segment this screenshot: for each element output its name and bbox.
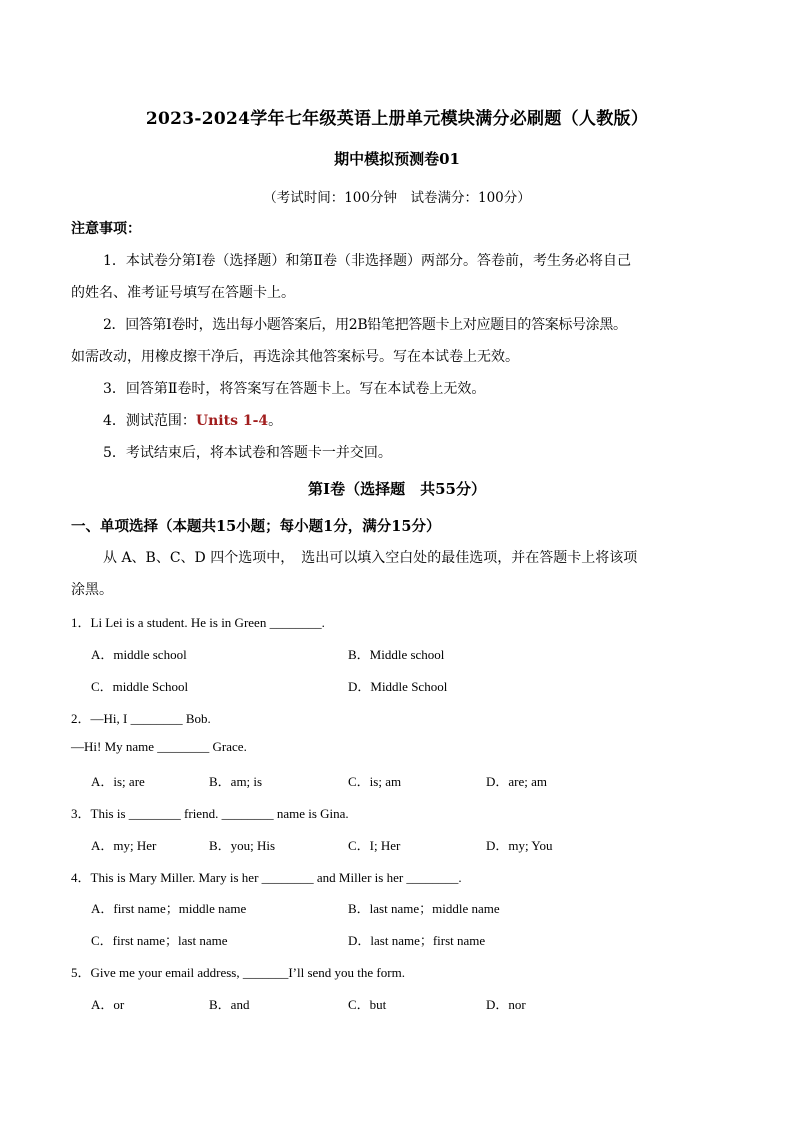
question-3-option-c: C．I; Her	[348, 838, 401, 853]
question-2-option-d: D．are; am	[486, 774, 548, 789]
question-5-option-c: C．but	[348, 997, 387, 1012]
page-title: 2023-2024学年七年级英语上册单元模块满分必刷题（人教版）	[145, 109, 649, 129]
question-1-option-c: C．middle School	[91, 679, 189, 694]
notice-item-1-cont: 的姓名、准考证号填写在答题卡上。	[71, 285, 295, 301]
notice-item-4-suffix: 。	[268, 413, 283, 429]
test-range: Units 1-4	[195, 413, 269, 429]
notice-item-2-cont: 如需改动，用橡皮擦干净后，再选涂其他答案标号。写在本试卷上无效。	[71, 349, 519, 365]
question-1-option-a: A．middle school	[91, 647, 187, 662]
question-4-option-a: A．first name；middle name	[91, 901, 247, 916]
question-5-option-d: D．nor	[486, 997, 526, 1012]
question-4-stem: 4．This is Mary Miller. Mary is her ________ and Miller is her ________.	[71, 870, 462, 885]
notice-item-3: 3．回答第Ⅱ卷时，将答案写在答题卡上。写在本试卷上无效。	[103, 381, 486, 397]
question-2-stem-2: —Hi! My name ________ Grace.	[71, 739, 247, 754]
notice-item-5: 5．考试结束后，将本试卷和答题卡一并交回。	[103, 445, 392, 461]
question-2-option-c: C．is; am	[348, 774, 402, 789]
instruction-cont: 涂黑。	[71, 582, 113, 598]
page-subtitle: 期中模拟预测卷01	[334, 150, 460, 168]
question-3-option-d: D．my; You	[486, 838, 553, 853]
question-5-stem: 5．Give me your email address, _______I’ll send you the form.	[71, 965, 405, 980]
question-1-option-d: D．Middle School	[348, 679, 448, 694]
question-2-option-a: A．is; are	[91, 774, 145, 789]
section-title: 第Ⅰ卷（选择题 共55分）	[308, 480, 486, 498]
exam-info: （考试时间：100分钟 试卷满分：100分）	[263, 190, 531, 206]
instruction: 从 A、B、C、D 四个选项中， 选出可以填入空白处的最佳选项，并在答题卡上将该项	[103, 550, 638, 566]
question-4-option-b: B．last name；middle name	[348, 901, 500, 916]
part-heading: 一、单项选择（本题共15小题；每小题1分，满分15分）	[71, 518, 441, 535]
notice-item-4	[103, 410, 282, 430]
question-3-option-b: B．you; His	[209, 838, 276, 853]
question-4-option-d: D．last name；first name	[348, 933, 486, 948]
question-5-option-a: A．or	[91, 997, 125, 1012]
question-5-option-b: B．and	[209, 997, 250, 1012]
question-3-option-a: A．my; Her	[91, 838, 157, 853]
notice-item-4-prefix: 4．测试范围：	[103, 413, 196, 429]
notice-item-2: 2．回答第Ⅰ卷时，选出每小题答案后，用2B铅笔把答题卡上对应题目的答案标号涂黑。	[103, 317, 627, 333]
question-1-option-b: B．Middle school	[348, 647, 445, 662]
notice-heading: 注意事项：	[71, 221, 141, 237]
question-2-option-b: B．am; is	[209, 774, 263, 789]
notice-item-1: 1．本试卷分第Ⅰ卷（选择题）和第Ⅱ卷（非选择题）两部分。答卷前，考生务必将自己	[103, 253, 631, 269]
question-2-stem: 2．—Hi, I ________ Bob.	[71, 711, 211, 726]
question-1-stem: 1．Li Lei is a student. He is in Green ________.	[71, 615, 325, 630]
question-4-option-c: C．first name；last name	[91, 933, 228, 948]
question-3-stem: 3．This is ________ friend. ________ name is Gina.	[71, 806, 349, 821]
